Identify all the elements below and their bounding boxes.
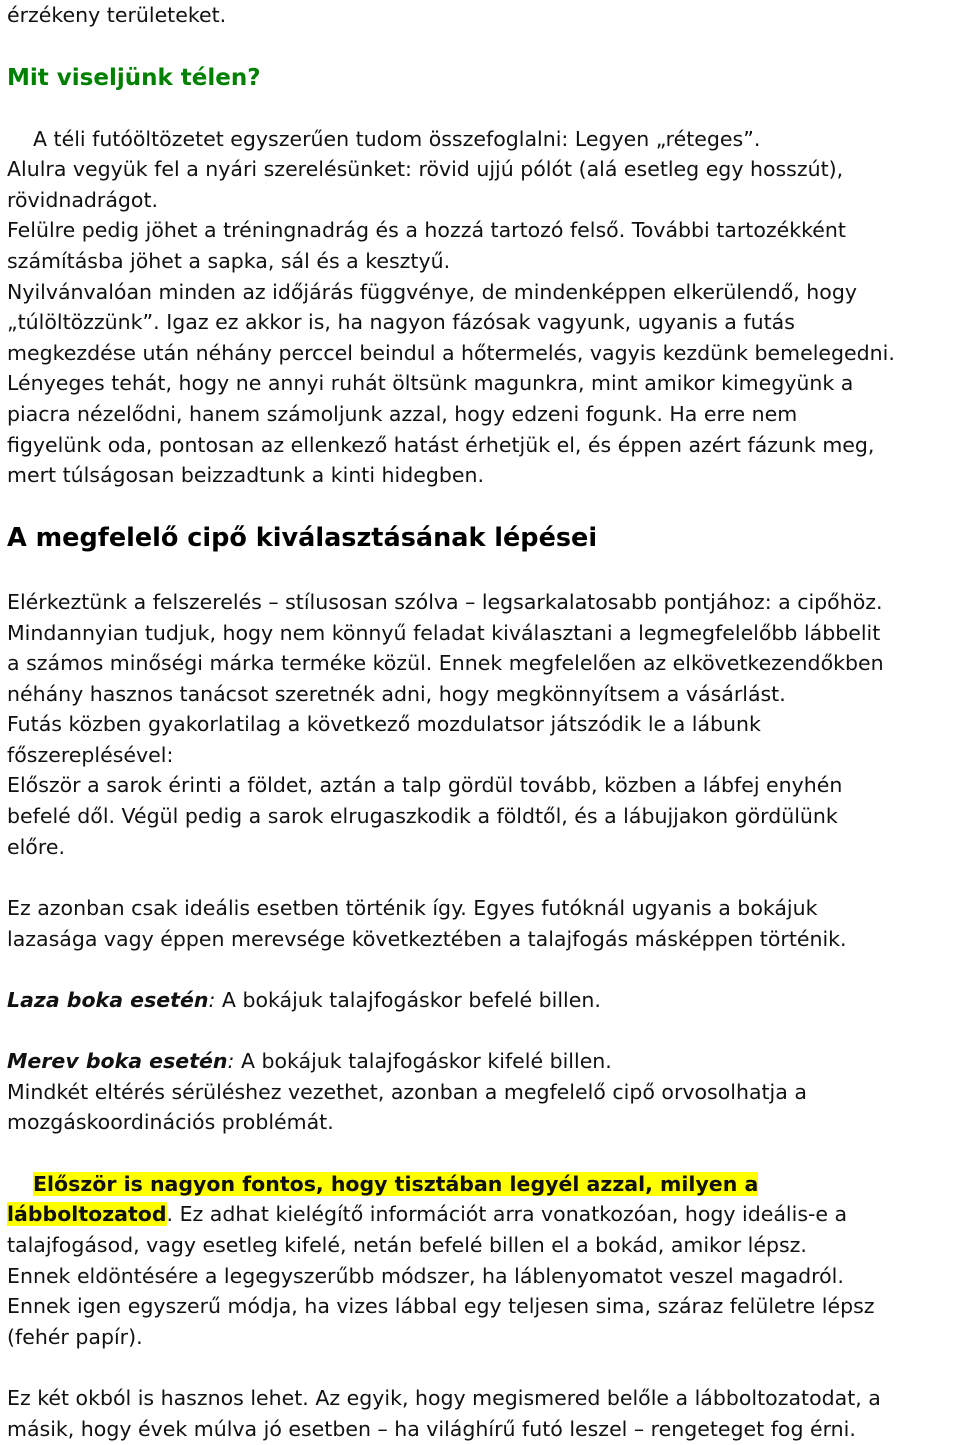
loose-ankle-term: Laza boka esetén <box>7 988 209 1012</box>
text-line: Nyilvánvalóan minden az időjárás függvénye, de mindenképpen elkerülendő, hogy <box>7 280 857 304</box>
text-line: „túlöltözzünk”. Igaz ez akkor is, ha nagyon fázósak vagyunk, ugyanis a futás <box>7 310 795 334</box>
text-line: talajfogásod, vagy esetleg kifelé, netán befelé billen el a bokád, amikor lépsz. <box>7 1233 807 1257</box>
text-line: lazasága vagy éppen merevsége következtében a talajfogás másképpen történik. <box>7 927 847 951</box>
text-line: (fehér papír). <box>7 1325 143 1349</box>
text-line: figyelünk oda, pontosan az ellenkező hatást érhetjük el, és éppen azért fázunk meg, <box>7 433 875 457</box>
text-line: Mindkét eltérés sérüléshez vezethet, azonban a megfelelő cipő orvosolhatja a <box>7 1080 807 1104</box>
text-line: befelé dől. Végül pedig a sarok elrugaszkodik a földtől, és a lábujjakon gördülünk <box>7 804 838 828</box>
highlighted-line-continuation <box>7 1199 847 1230</box>
loose-ankle-text: A bokájuk talajfogáskor befelé billen. <box>215 988 601 1012</box>
loose-ankle-line <box>7 985 601 1016</box>
text-line: néhány hasznos tanácsot szeretnék adni, hogy megkönnyítsem a vásárlást. <box>7 682 786 706</box>
stiff-ankle-text: A bokájuk talajfogáskor kifelé billen. <box>234 1049 612 1073</box>
text-line: a számos minőségi márka terméke közül. Ennek megfelelően az elkövetkezendőkben <box>7 651 884 675</box>
text-line: A téli futóöltözetet egyszerűen tudom összefoglalni: Legyen „réteges”. <box>33 127 761 151</box>
text-line: piacra nézelődni, hanem számoljunk azzal, hogy edzeni fogunk. Ha erre nem <box>7 402 798 426</box>
text-line: Ennek igen egyszerű módja, ha vizes lábbal egy teljesen sima, száraz felületre lépsz <box>7 1294 875 1318</box>
text-line: Elérkeztünk a felszerelés – stílusosan szólva – legsarkalatosabb pontjához: a cipőhöz. <box>7 590 883 614</box>
text-line: Alulra vegyük fel a nyári szerelésünket: rövid ujjú pólót (alá esetleg egy hosszút), <box>7 157 844 181</box>
text-line: mozgáskoordinációs problémát. <box>7 1110 334 1134</box>
text-line: Mindannyian tudjuk, hogy nem könnyű feladat kiválasztani a legmegfelelőbb lábbelit <box>7 621 881 645</box>
text-line: Futás közben gyakorlatilag a következő mozdulatsor játszódik le a lábunk <box>7 712 761 736</box>
heading-shoe-selection: A megfelelő cipő kiválasztásának lépései <box>7 523 598 553</box>
stiff-ankle-term: Merev boka esetén <box>7 1049 228 1073</box>
colon: : <box>208 988 216 1012</box>
text-span: . Ez adhat kielégítő információt arra vonatkozóan, hogy ideális-e a <box>166 1202 848 1226</box>
text-line: rövidnadrágot. <box>7 188 159 212</box>
text-line: számításba jöhet a sapka, sál és a kesztyű. <box>7 249 451 273</box>
text-line: Először a sarok érinti a földet, aztán a talp gördül tovább, közben a lábfej enyhén <box>7 773 843 797</box>
text-line: Ez azonban csak ideális esetben történik így. Egyes futóknál ugyanis a bokájuk <box>7 896 818 920</box>
text-line: előre. <box>7 835 65 859</box>
text-line: főszereplésével: <box>7 743 174 767</box>
text-line: Lényeges tehát, hogy ne annyi ruhát öltsünk magunkra, mint amikor kimegyünk a <box>7 371 854 395</box>
heading-winter-clothing: Mit viseljünk télen? <box>7 65 261 91</box>
stiff-ankle-line <box>7 1046 612 1077</box>
highlighted-text: Először is nagyon fontos, hogy tisztában legyél azzal, milyen a <box>33 1172 759 1196</box>
colon: : <box>227 1049 235 1073</box>
text-line: másik, hogy évek múlva jó esetben – ha világhírű futó leszel – rengeteget fog érni. <box>7 1417 856 1441</box>
text-line: Ennek eldöntésére a legegyszerűbb módszer, ha láblenyomatot veszel magadról. <box>7 1264 844 1288</box>
highlighted-line <box>33 1169 758 1200</box>
text-line: megkezdése után néhány perccel beindul a hőtermelés, vagyis kezdünk bemelegedni. <box>7 341 895 365</box>
text-line: Ez két okból is hasznos lehet. Az egyik, hogy megismered belőle a lábboltozatodat, a <box>7 1386 881 1410</box>
highlighted-text: lábboltozatod <box>7 1202 167 1226</box>
text-line: mert túlságosan beizzadtunk a kinti hidegben. <box>7 463 485 487</box>
text-line: érzékeny területeket. <box>7 3 227 27</box>
text-line: Felülre pedig jöhet a tréningnadrág és a hozzá tartozó felső. További tartozékként <box>7 218 846 242</box>
